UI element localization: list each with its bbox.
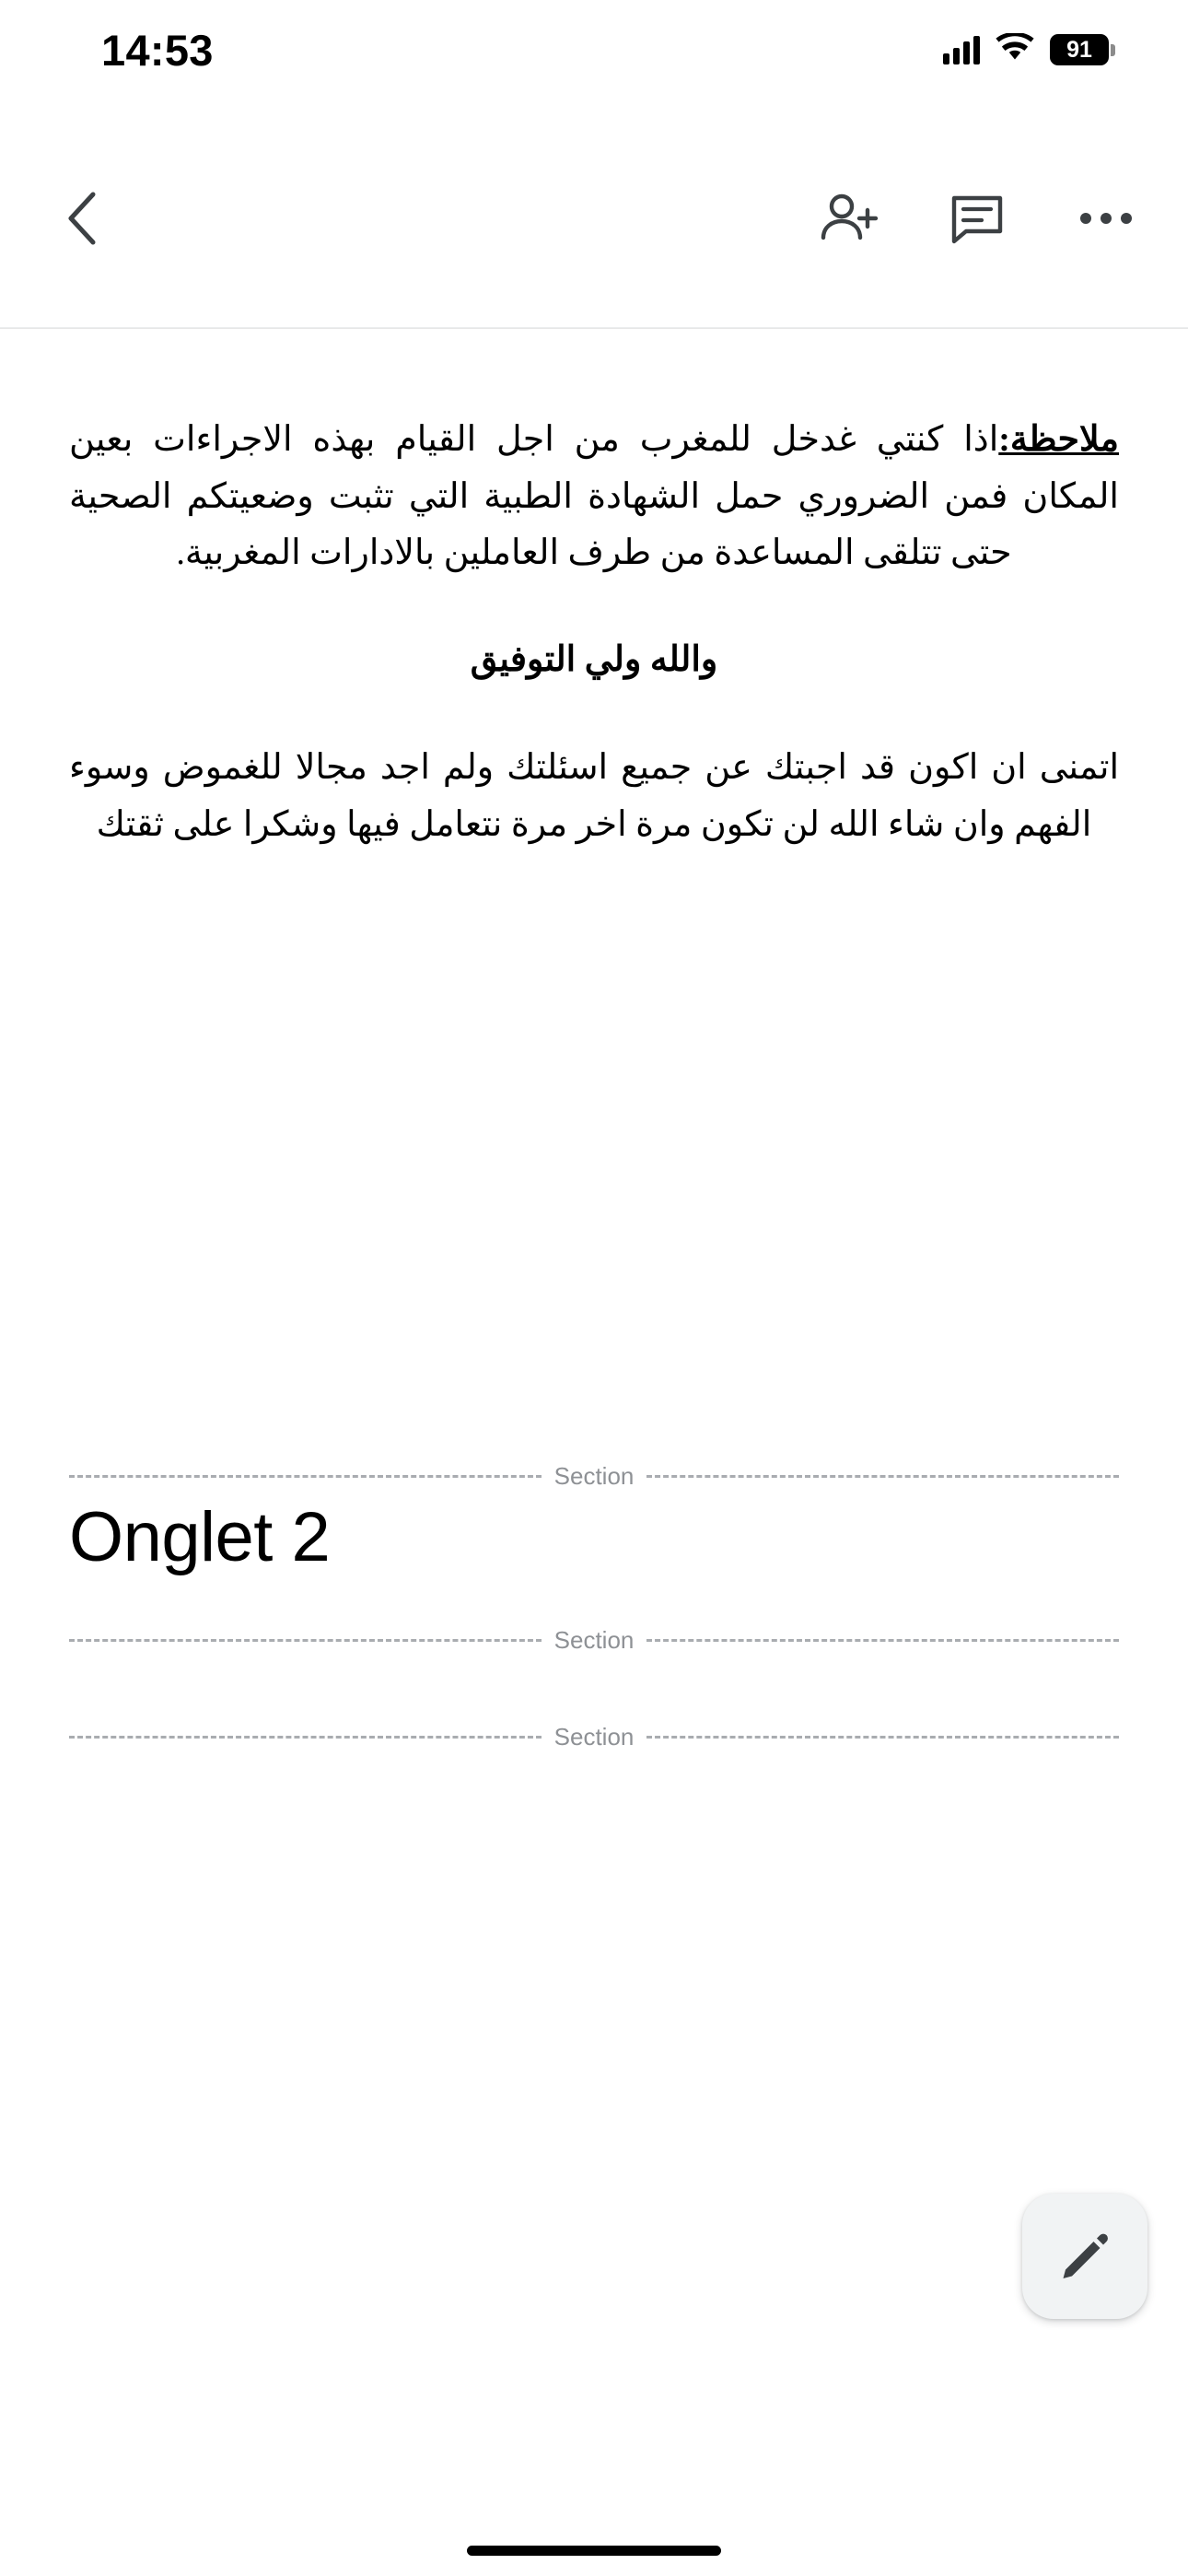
signal-bars-icon <box>943 35 980 64</box>
status-bar-time: 14:53 <box>101 25 214 75</box>
chevron-left-icon <box>62 189 102 248</box>
section-separator-dash-left <box>69 1736 542 1739</box>
section-separator-dash-right <box>646 1736 1119 1739</box>
section-separator-dash-right <box>646 1639 1119 1642</box>
section-separator-dash-left <box>69 1639 542 1642</box>
add-person-icon <box>818 190 879 247</box>
section-separator-dash-right <box>646 1475 1119 1478</box>
battery-icon <box>1050 34 1109 65</box>
paragraph-closing: اتمنى ان اكون قد اجبتك عن جميع اسئلتك ولم اجد مجالا للغموض وسوء الفهم وان شاء الله لن تكون مرة اخر مرة نتعامل فيها وشكرا على ثقتك <box>69 748 1119 844</box>
section-separator-dash-left <box>69 1475 542 1478</box>
tab-title: Onglet 2 <box>69 1498 331 1576</box>
section-separator <box>69 1723 1119 1751</box>
back-button[interactable] <box>48 184 116 252</box>
edit-fab-button[interactable] <box>1022 2194 1147 2319</box>
battery-level-label: 91 <box>1066 36 1092 63</box>
pencil-edit-icon <box>1058 2229 1112 2285</box>
home-indicator <box>467 2546 721 2556</box>
section-separator <box>69 1626 1119 1655</box>
document-page <box>0 412 1188 853</box>
comment-icon <box>949 192 1005 245</box>
section-separator <box>69 1462 1119 1491</box>
app-bar-actions <box>814 184 1140 252</box>
paragraph-note-lead: ملاحظة: <box>998 420 1119 459</box>
comment-button[interactable] <box>943 184 1011 252</box>
battery-cap <box>1111 44 1115 56</box>
section-separator-label: Section <box>553 1723 635 1751</box>
section-separator-label: Section <box>553 1626 635 1654</box>
paragraph-note <box>69 412 1119 582</box>
more-options-button[interactable] <box>1072 184 1140 252</box>
document-canvas[interactable] <box>0 329 1188 2576</box>
paragraph-note-text: اذا كنتي غدخل للمغرب من اجل القيام بهذه الاجراءات بعين المكان فمن الضروري حمل الشهادة الطبية التي تثبت وضعيتكم الصحية حتى تتلقى المساعدة من طرف العاملين بالادارات المغربية. <box>69 420 1119 573</box>
paragraph-blessing: والله ولي التوفيق <box>470 639 718 679</box>
app-bar <box>0 100 1188 328</box>
wifi-icon <box>996 33 1034 66</box>
more-options-icon <box>1080 211 1132 226</box>
status-bar-indicators <box>943 33 1131 66</box>
add-person-button[interactable] <box>814 184 882 252</box>
status-bar <box>0 0 1188 100</box>
app-bar-left <box>48 184 116 252</box>
section-separator-label: Section <box>553 1462 635 1490</box>
